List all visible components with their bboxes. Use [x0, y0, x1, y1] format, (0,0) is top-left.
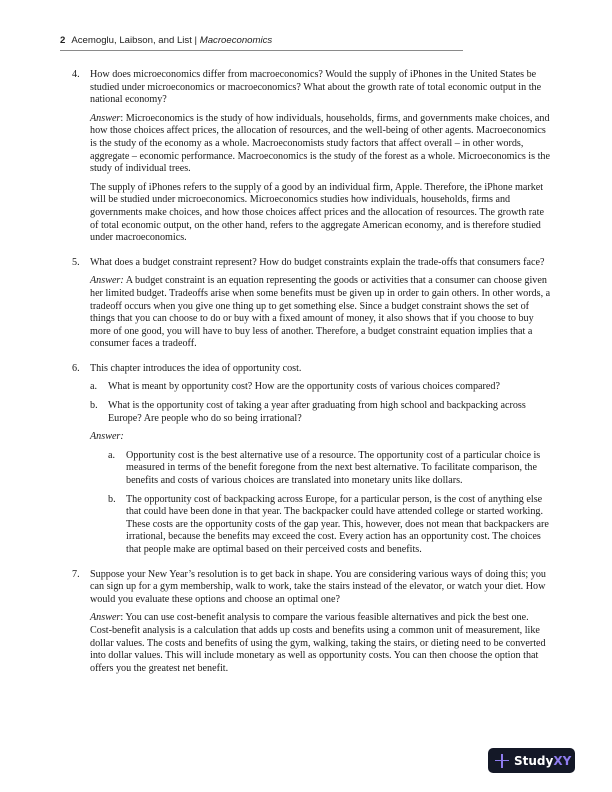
question-text: Suppose your New Year’s resolution is to get back in shape. You are considering various ways of doing this; you can sign up for a gym membership, walk to work, take the stairs instead of the elevator, or watch your diet. How would you evaluate these options and choose an optimal one?	[90, 568, 546, 605]
answer-paragraph	[90, 275, 552, 351]
header-book-title: Macroeconomics	[199, 35, 273, 46]
answer-paragraph-2: The supply of iPhones refers to the supply of a good by an individual firm, Apple. Therefore, the iPhone market will be studied under microeconomics. Microeconomics studies how individuals, households, firms and governments make choices, and how those choices affect prices and the allocation of resources. The growth rate of total economic output, on the other hand, refers to the aggregate American economy, and is therefore studied under macroeconomics.	[90, 181, 544, 244]
answer-text: A budget constraint is an equation representing the goods or activities that a consumer can choose given her limited budget. Tradeoffs arise when some benefits must be given up in order to gain others. In other words, a tradeoff occurs when you give one thing up to get something else. Since a budget constraint shows the set of things that you can choose to do or buy with a fixed amount of money, it also shows that if you choose to buy more of one good, you will have to buy less of another. Therefore, a budget constraint equation implies that a consumer faces a tradeoff.	[90, 275, 551, 350]
sub-question-letter: b.	[90, 400, 98, 412]
brand-main: Study	[514, 753, 554, 768]
question-number: 5.	[72, 256, 80, 268]
question-7	[60, 569, 552, 676]
question-5	[60, 257, 552, 351]
sub-question-a	[90, 381, 552, 394]
question-text: What does a budget constraint represent? How do budget constraints explain the trade-offs that consumers face?	[90, 256, 545, 268]
sub-answer-letter: a.	[108, 449, 116, 461]
sub-question-letter: a.	[90, 381, 98, 393]
header-separator: |	[194, 35, 198, 46]
brand-accent: XY	[553, 753, 572, 768]
question-text: How does microeconomics differ from macroeconomics? Would the supply of iPhones in the United States be studied under microeconomics or macroeconomics? What about the growth rate of total economic output in the national economy?	[90, 69, 542, 106]
sub-question-text: What is meant by opportunity cost? How are the opportunity costs of various choices compared?	[108, 381, 500, 393]
answer-label: Answer	[90, 612, 121, 624]
question-number: 6.	[72, 362, 80, 374]
plus-icon	[495, 754, 509, 768]
header-authors: Acemoglu, Laibson, and List	[71, 35, 192, 46]
answer-label: Answer:	[90, 275, 124, 287]
running-header	[60, 35, 463, 46]
sub-answer-a	[108, 450, 552, 488]
document-body	[60, 69, 552, 687]
answer-label: Answer	[90, 112, 121, 124]
question-text: This chapter introduces the idea of opportunity cost.	[90, 362, 302, 374]
sub-answer-text: The opportunity cost of backpacking across Europe, for a particular person, is the cost of anything else that could have been done in that year. The backpacker could have attended college or started working. These costs are the opportunity costs of the gap year. This, however, does not mean that backpackers are irrational, because the benefits may exceed the cost. Every action has an opportunity cost. The choices that people make are optimal based on their perceived costs and benefits.	[126, 493, 549, 555]
question-number: 7.	[72, 568, 80, 580]
answer-paragraph: Answer: You can use cost-benefit analysis to compare the various feasible alternatives and pick the best one. Cost-benefit analysis is a calculation that adds up costs and benefits using a common unit of measurement, like dollar values. The costs and benefits of using the gym, walking, taking the stairs, or dieting need to be converted into dollar values. This will include monetary as well as opportunity costs. You can then choose the option that offers you the greatest net benefit.	[90, 612, 546, 674]
sub-question-text: What is the opportunity cost of taking a year after graduating from high school and backpacking across Europe? Are people who do so being irrational?	[108, 400, 526, 424]
page-number: 2	[60, 35, 66, 46]
answer-text: Microeconomics is the study of how individuals, households, firms, and governments make choices, and how those choices affect prices, the allocation of resources, and the well-being of other agents. Macroeconomics is the study of the economy as a whole. Macroeconomists study factors that affect overall – in other words, aggregate – economic performance. Macroeconomics is the study of the forest as a whole. Microeconomics is the study of individual trees.	[90, 112, 550, 175]
answer-text: You can use cost-benefit analysis to compare the various feasible alternatives and pick the best one. Cost-benefit analysis is a calculation that adds up costs and benefits using a common unit of measurement, like dollar values. The costs and benefits of using the gym, walking, taking the stairs, or dieting need to be converted into dollar values. This will include monetary as well as opportunity costs. You can then choose the option that offers you the greatest net benefit.	[90, 612, 546, 674]
question-4	[60, 69, 552, 245]
sub-answer-b	[108, 494, 552, 557]
sub-question-b	[90, 400, 552, 425]
answer-paragraph	[90, 431, 552, 444]
header-rule	[60, 50, 463, 51]
studyxy-watermark-badge[interactable]	[488, 748, 575, 773]
answer-label: Answer:	[90, 431, 124, 443]
question-number: 4.	[72, 69, 80, 80]
sub-answer-text: Opportunity cost is the best alternative use of a resource. The opportunity cost of a particular choice is measured in terms of the benefit foregone from the next best alternative. To facilitate comparison, the benefits and costs of various choices are translated into monetary units like dollars.	[126, 449, 541, 487]
sub-answer-letter: b.	[108, 493, 116, 505]
answer-paragraph: Answer: Microeconomics is the study of how individuals, households, firms, and governments make choices, and how those choices affect prices, the allocation of resources, and the well-being of other agents. Macroeconomics is the study of the economy as a whole. Macroeconomists study factors that affect overall – in other words, aggregate – economic performance. Macroeconomics is the study of the forest as a whole. Microeconomics is the study of individual trees.	[90, 112, 550, 175]
question-6	[60, 363, 552, 557]
